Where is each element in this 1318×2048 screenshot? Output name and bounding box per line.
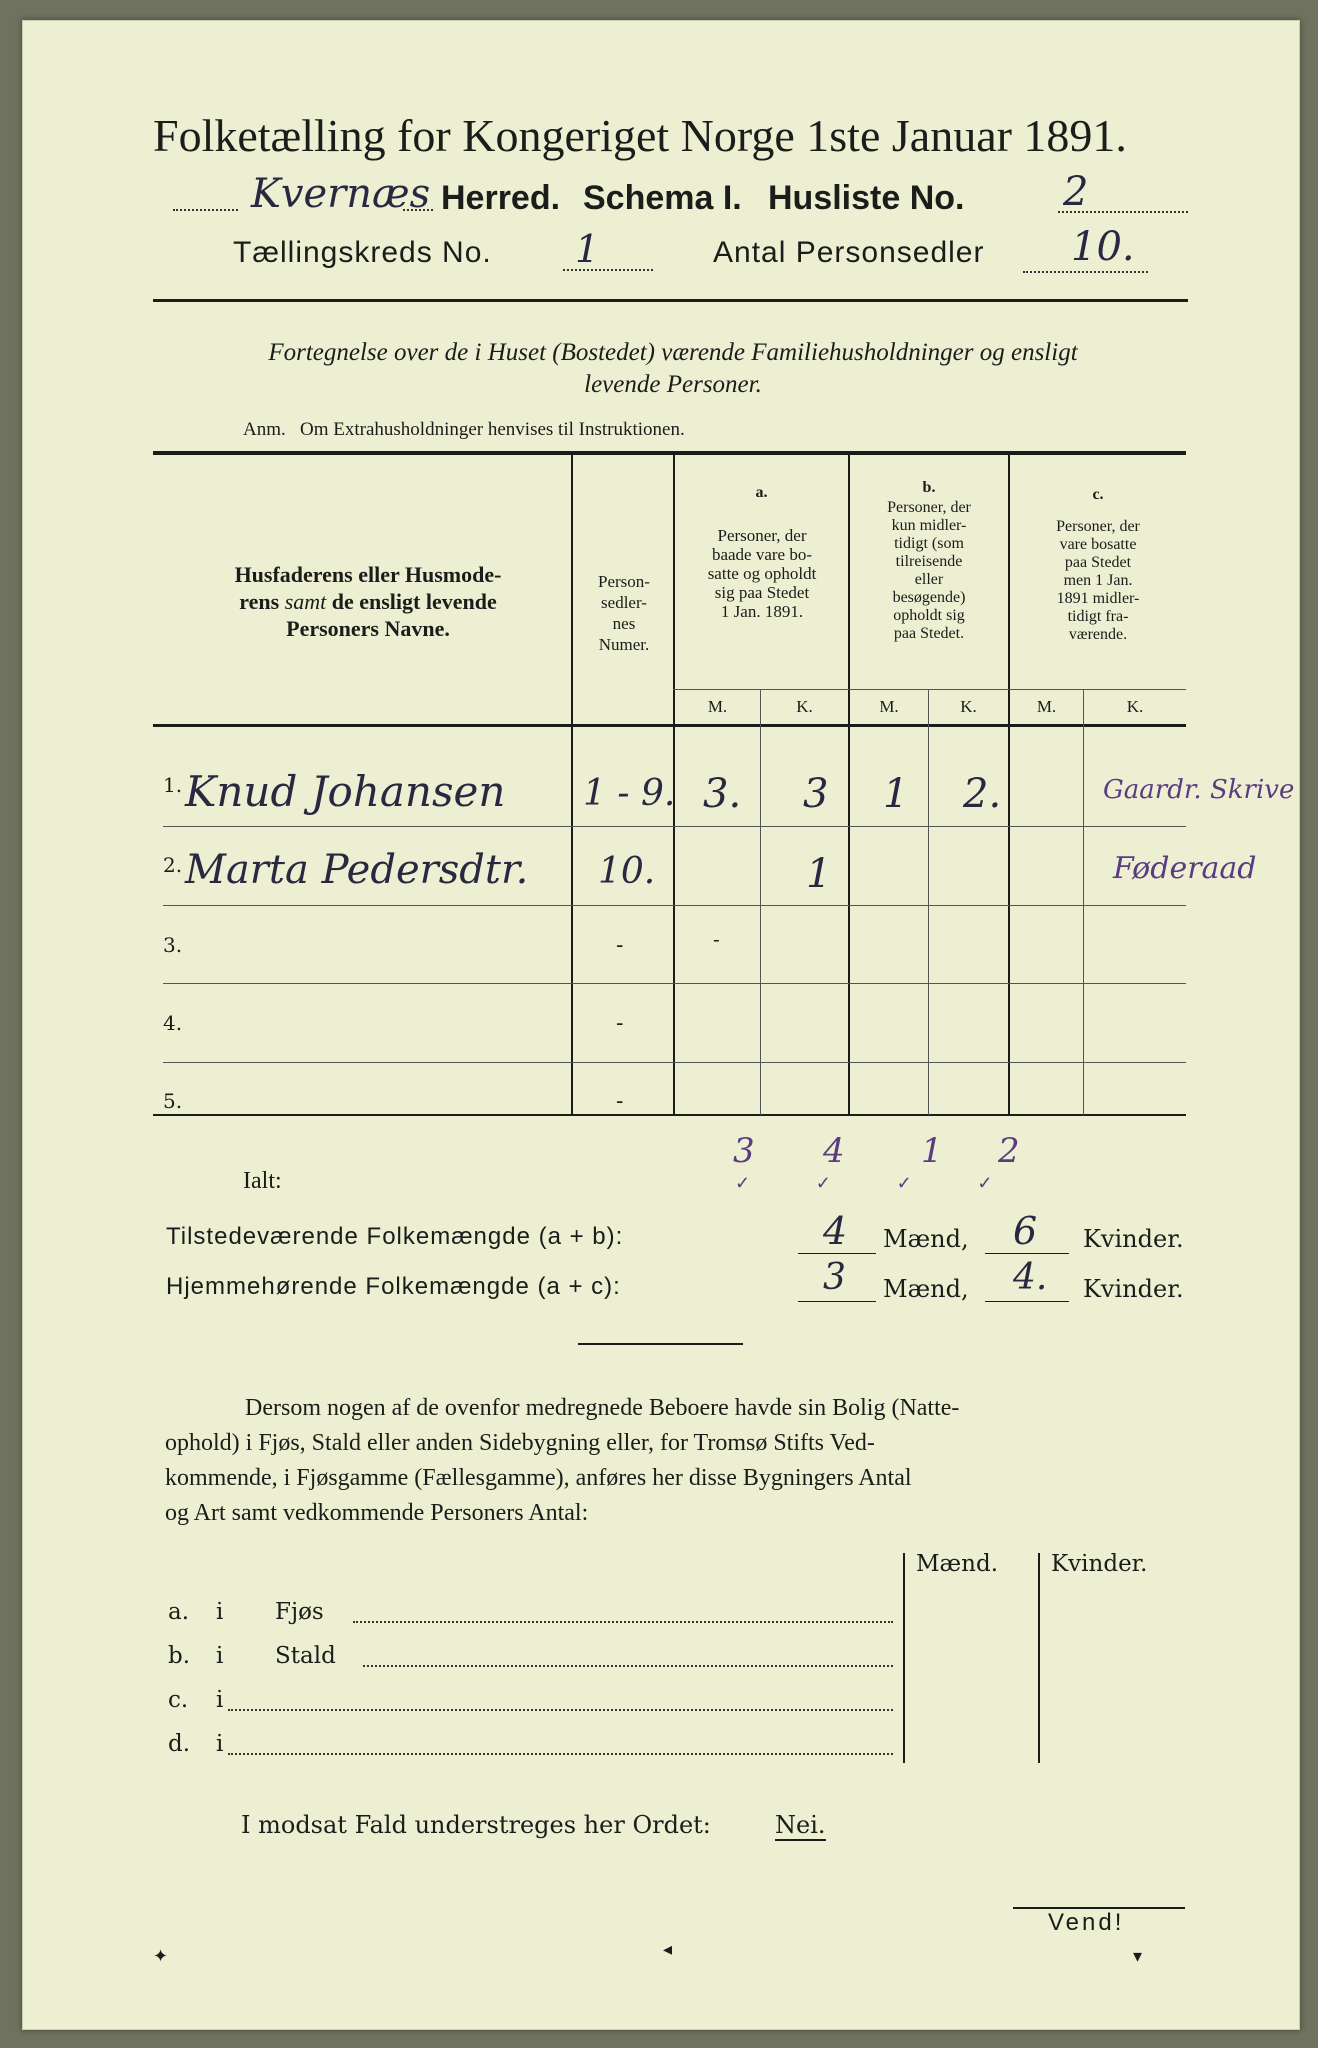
tilstede-kvinder: 6 bbox=[1013, 1209, 1038, 1253]
col-c-line2: vare bosatte bbox=[1059, 536, 1137, 553]
col-c-k: K. bbox=[1126, 697, 1144, 716]
col-c-line5: 1891 midler- bbox=[1056, 590, 1140, 607]
vend-label: Vend! bbox=[1048, 1909, 1125, 1936]
col-num-line2: sedler- bbox=[601, 593, 647, 612]
husliste-value: 2 bbox=[1063, 169, 1089, 215]
col-b-m: M. bbox=[879, 697, 899, 716]
ialt-check-marks: ✓ ✓ ✓ ✓ bbox=[735, 1173, 993, 1194]
building-b-prep: i bbox=[216, 1643, 224, 1669]
col-a-line5: 1 Jan. 1891. bbox=[720, 602, 804, 621]
col-name-line2a: rens bbox=[239, 589, 285, 614]
col-a-letter: a. bbox=[755, 484, 768, 501]
herred-value: Kvernæs bbox=[251, 171, 431, 217]
table-header-rule bbox=[153, 724, 1186, 727]
herred-label: Herred. bbox=[441, 179, 561, 217]
paragraph-line2: ophold) i Fjøs, Stald eller anden Sidebygning eller, for Tromsø Stifts Ved- bbox=[165, 1430, 875, 1456]
table-top-rule bbox=[153, 451, 1186, 455]
row4-num: - bbox=[616, 1011, 624, 1036]
col-c-line7: værende. bbox=[1068, 626, 1128, 643]
building-a-prep: i bbox=[216, 1599, 224, 1625]
row1-name: Knud Johansen bbox=[185, 767, 506, 816]
row4-no: 4. bbox=[163, 1011, 183, 1035]
row5-num: - bbox=[616, 1089, 624, 1114]
building-d-letter: d. bbox=[168, 1731, 191, 1757]
row1-bm: 1 bbox=[883, 771, 909, 817]
kreds-label: Tællingskreds No. bbox=[233, 236, 492, 269]
col-name-line2 bbox=[173, 588, 563, 615]
col-b-line1: Personer, der bbox=[887, 499, 971, 516]
building-c-prep: i bbox=[216, 1687, 224, 1713]
corner-mark-right: ▾ bbox=[1133, 1946, 1143, 1967]
section-divider bbox=[578, 1343, 743, 1345]
row1-no: 1. bbox=[163, 773, 183, 797]
subtitle-line1: Fortegnelse over de i Huset (Bostedet) værende Familiehusholdninger og ensligt bbox=[268, 339, 1078, 366]
col-name-line1: Husfaderens eller Husmode- bbox=[234, 562, 502, 587]
ialt-bm: 1 bbox=[921, 1131, 943, 1171]
tilstede-maend-label: Mænd, bbox=[883, 1225, 969, 1253]
instruction-paragraph bbox=[165, 1391, 1195, 1531]
col-a-m: M. bbox=[707, 697, 728, 716]
row1-num: 1 - 9. bbox=[583, 773, 676, 814]
col-c-text bbox=[1011, 518, 1185, 644]
kreds-value: 1 bbox=[575, 227, 600, 271]
col-b-line2: kun midler- bbox=[891, 517, 967, 534]
tilstede-kvinder-label: Kvinder. bbox=[1083, 1225, 1184, 1253]
tilstede-label: Tilstedeværende Folkemængde (a + b): bbox=[166, 1223, 624, 1250]
paragraph-line3: kommende, i Fjøsgamme (Fællesgamme), anføres her disse Bygningers Antal bbox=[165, 1465, 912, 1491]
subtitle-line2: levende Personer. bbox=[584, 371, 762, 398]
col-b-letter: b. bbox=[922, 479, 936, 496]
building-c-letter: c. bbox=[168, 1687, 189, 1713]
antal-label: Antal Personsedler bbox=[713, 236, 985, 269]
col-b-line6: besøgende) bbox=[892, 589, 966, 606]
ialt-am: 3 bbox=[733, 1131, 755, 1171]
nei-word: Nei. bbox=[775, 1811, 826, 1839]
col-a-line3: satte og opholdt bbox=[707, 564, 817, 583]
form-title: Folketælling for Kongeriget Norge 1ste Januar 1891. bbox=[153, 110, 1127, 161]
row3-am: - bbox=[713, 927, 720, 951]
hjemme-maend-label: Mænd, bbox=[883, 1275, 969, 1303]
col-num-line1: Person- bbox=[598, 572, 650, 591]
table-bottom-rule bbox=[153, 1114, 1186, 1116]
col-b-k: K. bbox=[960, 697, 977, 716]
hjemme-maend: 3 bbox=[823, 1257, 846, 1298]
ialt-ak: 4 bbox=[823, 1131, 845, 1171]
row2-name: Marta Pedersdtr. bbox=[185, 847, 529, 893]
row5-no: 5. bbox=[163, 1089, 183, 1113]
col-name-line2b: samt bbox=[284, 589, 327, 614]
row1-am: 3. bbox=[703, 771, 742, 817]
paragraph-line4: og Art samt vedkommende Personers Antal: bbox=[165, 1500, 589, 1526]
col-b-text bbox=[851, 499, 1007, 643]
husliste-label: Husliste No. bbox=[768, 179, 965, 217]
row2-ak: 1 bbox=[806, 851, 832, 897]
col-c-letter: c. bbox=[1092, 486, 1104, 503]
col-c-line1: Personer, der bbox=[1056, 518, 1140, 535]
hjemme-label: Hjemmehørende Folkemængde (a + c): bbox=[166, 1273, 621, 1300]
col-num-line4: Numer. bbox=[598, 635, 650, 654]
col-num-line3: nes bbox=[612, 614, 636, 633]
anm-note: Anm. Om Extrahusholdninger henvises til Instruktionen. bbox=[243, 419, 685, 440]
buildings-maend-header: Mænd. bbox=[916, 1551, 999, 1577]
building-b-letter: b. bbox=[168, 1643, 191, 1669]
corner-mark-left: ✦ bbox=[153, 1946, 169, 1967]
building-a-letter: a. bbox=[168, 1599, 190, 1625]
row2-ck: Føderaad bbox=[1113, 851, 1257, 886]
col-name-line3: Personers Navne. bbox=[286, 616, 450, 641]
col-b-line5: eller bbox=[914, 571, 944, 588]
row3-no: 3. bbox=[163, 933, 183, 957]
hjemme-kvinder: 4. bbox=[1013, 1257, 1048, 1298]
col-name-line2c: de ensligt levende bbox=[326, 589, 497, 614]
row2-num: 10. bbox=[598, 851, 656, 892]
col-a-line2: baade vare bo- bbox=[711, 545, 813, 564]
col-b-line8: paa Stedet. bbox=[893, 625, 965, 642]
paragraph-line1: Dersom nogen af de ovenfor medregnede Beboere havde sin Bolig (Natte- bbox=[245, 1395, 960, 1421]
tilstede-maend: 4 bbox=[823, 1209, 848, 1253]
building-b-name: Stald bbox=[275, 1643, 336, 1669]
row1-bk: 2. bbox=[963, 771, 1002, 817]
corner-mark-mid: ◂ bbox=[663, 1939, 673, 1960]
col-num-header bbox=[575, 571, 673, 655]
col-c-line3: paa Stedet bbox=[1064, 554, 1132, 571]
antal-value: 10. bbox=[1071, 224, 1135, 270]
ialt-bk: 2 bbox=[998, 1131, 1020, 1171]
col-a-line4: sig paa Stedet bbox=[714, 583, 810, 602]
col-b-line7: opholdt sig bbox=[893, 607, 965, 624]
col-c-m: M. bbox=[1036, 697, 1057, 716]
schema-label: Schema I. bbox=[583, 179, 742, 217]
row3-num: - bbox=[616, 933, 624, 958]
census-form-sheet bbox=[22, 20, 1300, 2030]
col-a-line1: Personer, der bbox=[717, 526, 807, 545]
row2-no: 2. bbox=[163, 853, 183, 877]
building-d-prep: i bbox=[216, 1731, 224, 1757]
col-c-line6: tidigt fra- bbox=[1067, 608, 1129, 625]
col-a-k: K. bbox=[796, 697, 813, 716]
col-c-line4: men 1 Jan. bbox=[1063, 572, 1133, 589]
ialt-label: Ialt: bbox=[243, 1168, 282, 1194]
row1-ck: Gaardr. Skrive bbox=[1103, 775, 1295, 805]
buildings-kvinder-header: Kvinder. bbox=[1051, 1551, 1148, 1577]
col-b-line3: tidigt (som bbox=[894, 535, 964, 552]
modsat-text: I modsat Fald understreges her Ordet: bbox=[241, 1811, 711, 1839]
hjemme-kvinder-label: Kvinder. bbox=[1083, 1275, 1184, 1303]
col-b-line4: tilreisende bbox=[895, 553, 963, 570]
col-a-text bbox=[677, 526, 847, 621]
building-a-name: Fjøs bbox=[275, 1599, 324, 1625]
row1-ak: 3 bbox=[803, 771, 829, 817]
col-name-header bbox=[173, 561, 563, 642]
